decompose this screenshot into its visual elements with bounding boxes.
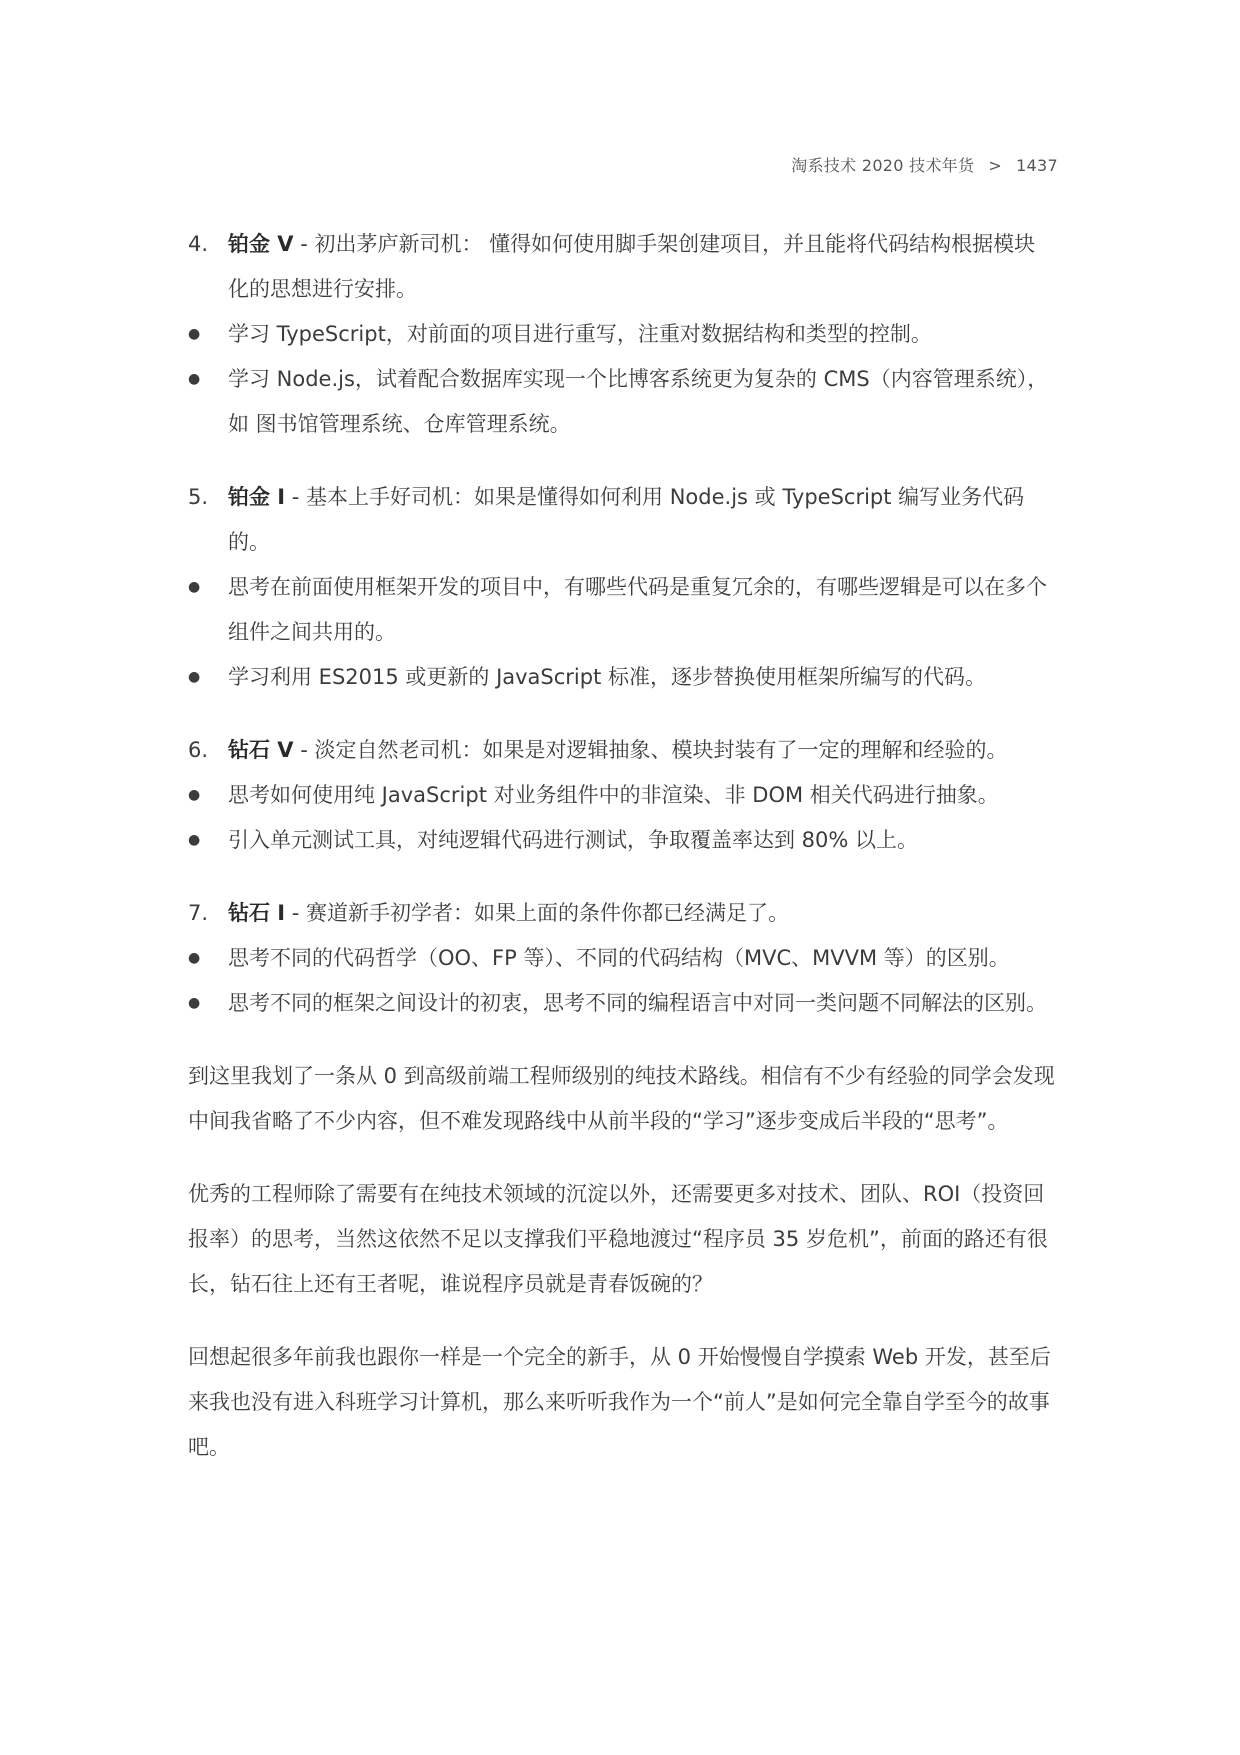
main-content <box>188 222 1056 1498</box>
bullet-icon: ● <box>188 832 201 848</box>
bullet-item <box>188 773 1056 818</box>
bullet-icon: ● <box>188 579 201 595</box>
rank-label: 铂金 V <box>228 232 294 256</box>
bullet-icon: ● <box>188 995 201 1011</box>
header-title: 淘系技术 2020 技术年货 <box>791 156 975 175</box>
rank-label: 钻石 V <box>228 738 294 762</box>
bullet-item <box>188 565 1056 655</box>
bullet-icon: ● <box>188 787 201 803</box>
bullet-text: 思考如何使用纯 JavaScript 对业务组件中的非渲染、非 DOM 相关代码进行抽象。 <box>228 783 999 807</box>
item-number: 4. <box>188 232 209 256</box>
bullet-item <box>188 936 1056 981</box>
header-separator: > <box>988 156 1003 175</box>
numbered-item <box>188 728 1056 773</box>
bullet-item <box>188 312 1056 357</box>
bullet-text: 思考不同的代码哲学（OO、FP 等）、不同的代码结构（MVC、MVVM 等）的区别。 <box>228 946 1010 970</box>
section-6 <box>188 728 1056 863</box>
bullet-item <box>188 818 1056 863</box>
paragraph: 回想起很多年前我也跟你一样是一个完全的新手，从 0 开始慢慢自学摸索 Web 开发，甚至后来我也没有进入科班学习计算机，那么来听听我作为一个“前人”是如何完全靠自学至今的故事吧。 <box>188 1345 1051 1459</box>
page-number: 1437 <box>1016 156 1058 175</box>
rank-label: 铂金 I <box>228 485 286 509</box>
bullet-text: 学习 Node.js，试着配合数据库实现一个比博客系统更为复杂的 CMS（内容管理系统），如 图书馆管理系统、仓库管理系统。 <box>228 367 1049 436</box>
bullet-text: 引入单元测试工具，对纯逻辑代码进行测试，争取覆盖率达到 80% 以上。 <box>228 828 919 852</box>
paragraph: 优秀的工程师除了需要有在纯技术领域的沉淀以外，还需要更多对技术、团队、ROI（投资回报率）的思考，当然这依然不足以支撑我们平稳地渡过“程序员 35 岁危机”，前面的路还有很长，钻石往上还有王者呢，谁说程序员就是青春饭碗的？ <box>188 1182 1048 1296</box>
item-number: 5. <box>188 485 209 509</box>
section-4 <box>188 222 1056 447</box>
bullet-text: 学习 TypeScript，对前面的项目进行重写，注重对数据结构和类型的控制。 <box>228 322 932 346</box>
bullet-icon: ● <box>188 950 201 966</box>
bullet-text: 思考不同的框架之间设计的初衷，思考不同的编程语言中对同一类问题不同解法的区别。 <box>228 991 1047 1015</box>
item-text: - 淡定自然老司机：如果是对逻辑抽象、模块封装有了一定的理解和经验的。 <box>293 738 1008 762</box>
item-body <box>228 222 1056 312</box>
bullet-item <box>188 655 1056 700</box>
paragraph: 到这里我划了一条从 0 到高级前端工程师级别的纯技术路线。相信有不少有经验的同学会发现中间我省略了不少内容，但不难发现路线中从前半段的“学习”逐步变成后半段的“思考”。 <box>188 1064 1055 1133</box>
item-number: 6. <box>188 738 209 762</box>
item-body <box>228 475 1056 565</box>
rank-label: 钻石 I <box>228 901 286 925</box>
item-body <box>228 891 1056 936</box>
bullet-icon: ● <box>188 371 201 387</box>
bullet-text: 思考在前面使用框架开发的项目中，有哪些代码是重复冗余的，有哪些逻辑是可以在多个组件之间共用的。 <box>228 575 1047 644</box>
item-text: - 基本上手好司机：如果是懂得如何利用 Node.js 或 TypeScript 编写业务代码的。 <box>228 485 1025 554</box>
numbered-item <box>188 891 1056 936</box>
item-body <box>228 728 1056 773</box>
page-header <box>791 153 1058 176</box>
bullet-icon: ● <box>188 669 201 685</box>
item-text: - 赛道新手初学者：如果上面的条件你都已经满足了。 <box>285 901 790 925</box>
section-5 <box>188 475 1056 700</box>
numbered-item <box>188 475 1056 565</box>
bullet-icon: ● <box>188 326 201 342</box>
numbered-item <box>188 222 1056 312</box>
bullet-item <box>188 981 1056 1026</box>
bullet-text: 学习利用 ES2015 或更新的 JavaScript 标准，逐步替换使用框架所编写的代码。 <box>228 665 987 689</box>
section-7 <box>188 891 1056 1026</box>
item-text: - 初出茅庐新司机： 懂得如何使用脚手架创建项目，并且能将代码结构根据模块化的思想进行安排。 <box>228 232 1036 301</box>
item-number: 7. <box>188 901 209 925</box>
bullet-item <box>188 357 1056 447</box>
